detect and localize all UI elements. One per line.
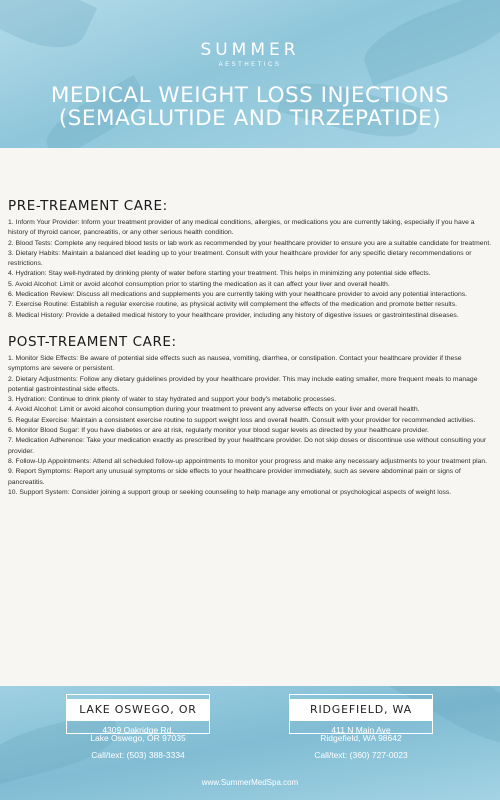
location-phone[interactable]: Call/text: (503) 388-3334 [91,750,185,760]
header-banner [0,0,500,148]
pre-care-item: 8. Medical History: Provide a detailed medical history to your healthcare provider, including any history of digestive issues or gastrointestinal diseases. [8,311,459,319]
location-ridgefield [289,694,433,760]
title-line-2: (SEMAGLUTIDE AND TIRZEPATIDE) [58,106,442,131]
pre-care-item: 6. Medication Review: Discuss all medications and supplements you are currently taking with your healthcare provider to avoid any potential interactions. [8,291,468,299]
pre-treatment-section [8,198,494,321]
brand-name: SUMMER [200,40,300,60]
page-title [0,84,500,130]
brand-subtitle: AESTHETICS [218,62,282,68]
post-care-item: 3. Hydration: Continue to drink plenty of water to stay hydrated and support your body's metabolic processes. [8,396,337,404]
post-care-item: 7. Medication Adherence: Take your medication exactly as prescribed by your healthcare provider. Do not skip doses or discontinue use without consulting your provider. [8,437,487,455]
location-name: LAKE OSWEGO, OR [67,699,209,721]
title-line-1: MEDICAL WEIGHT LOSS INJECTIONS [50,83,450,108]
location-frame [66,694,210,734]
location-phone[interactable]: Call/text: (360) 727-0023 [314,750,408,760]
post-treatment-section [8,334,494,498]
post-care-item: 8. Follow-Up Appointments: Attend all scheduled follow-up appointments to monitor your progress and make any necessary adjustments to your treatment plan. [8,457,488,465]
location-name: RIDGEFIELD, WA [290,699,432,721]
address-line-1: 4309 Oakridge Rd. [102,725,174,735]
pre-care-item: 3. Dietary Habits: Maintain a balanced diet leading up to your treatment. Consult with your healthcare provider for any specific dietary recommendations or restrictions. [8,249,472,268]
address-line-1: 411 N Main Ave [331,725,391,735]
post-care-item: 4. Avoid Alcohol: Limit or avoid alcohol consumption during your treatment to prevent any adverse effects on your liver and overall health. [8,406,420,414]
pre-care-item: 4. Hydration: Stay well-hydrated by drinking plenty of water before starting your treatment. This helps in minimizing any potential side effects. [8,270,431,278]
post-care-item: 1. Monitor Side Effects: Be aware of potential side effects such as nausea, vomiting, diarrhea, or constipation. Contact your healthcare provider if these symptoms are severe or persistent. [8,354,462,373]
address-line-2: Ridgefield, WA 98642 [320,733,402,743]
footer-banner [0,686,500,800]
address-line-2: Lake Oswego, OR 97035 [90,733,186,743]
post-care-item: 2. Dietary Adjustments: Follow any dietary guidelines provided by your healthcare provider. This may include eating smaller, more frequent meals to manage potential gastrointestinal side effects. [8,375,478,393]
pre-care-item: 2. Blood Tests: Complete any required blood tests or lab work as recommended by your healthcare provider to ensure you are a suitable candidate for treatment. [8,239,492,247]
brand-logo [0,40,500,68]
post-care-item: 9. Report Symptoms: Report any unusual symptoms or side effects to your healthcare provider immediately, such as severe abdominal pain or signs of pancreatitis. [8,468,461,486]
post-care-item: 5. Regular Exercise: Maintain a consistent exercise routine to support weight loss and overall health. Consult with your provider for recommended activities. [8,416,476,424]
location-frame [289,694,433,734]
pre-care-item: 1. Inform Your Provider: Inform your treatment provider of any medical conditions, allergies, or medications you are currently taking, especially if you have a history of thyroid cancer, pancreatitis, or any other serious health condition. [8,219,475,237]
post-care-item: 10. Support System: Consider joining a support group or seeking counseling to help manage any emotional or psychological aspects of weight loss. [8,488,452,496]
website-link[interactable]: www.SummerMedSpa.com [201,778,299,787]
pre-care-item: 7. Exercise Routine: Establish a regular exercise routine, as physical activity will complement the effects of the medication and promote better results. [8,301,458,309]
post-care-item: 6. Monitor Blood Sugar: If you have diabetes or are at risk, regularly monitor your blood sugar levels as directed by your healthcare provider. [8,427,429,435]
pre-care-item: 5. Avoid Alcohol: Limit or avoid alcohol consumption prior to starting the medication as it can affect your liver and overall health. [8,280,390,288]
location-lake-oswego [66,694,210,760]
pre-treatment-heading: PRE-TREAMENT CARE: [8,198,168,214]
post-treatment-heading: POST-TREAMENT CARE: [8,333,177,350]
care-content [8,198,494,498]
